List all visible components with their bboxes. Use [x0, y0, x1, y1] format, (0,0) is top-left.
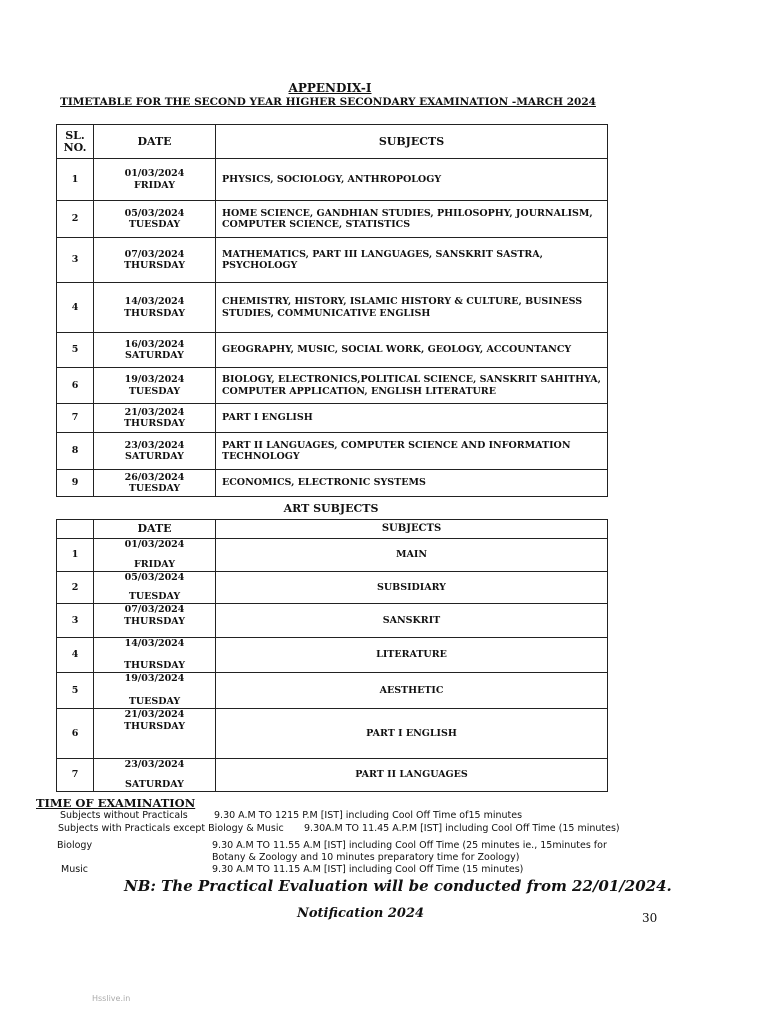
- table-row: [57, 539, 608, 572]
- row-sl-no: 5: [57, 673, 94, 709]
- row-day: SATURDAY: [125, 350, 184, 361]
- row-date: 14/03/2024: [124, 296, 185, 307]
- row-date: 07/03/2024: [124, 248, 185, 260]
- row-date: 16/03/2024: [124, 338, 185, 350]
- row-day: THURSDAY: [123, 307, 185, 319]
- row-sl-no: 6: [57, 709, 94, 759]
- row-date: 26/03/2024: [124, 471, 185, 483]
- art-timetable: [56, 519, 608, 792]
- row-day: TUESDAY: [128, 590, 181, 602]
- row-day: TUESDAY: [128, 385, 181, 397]
- time-of-examination-heading: TIME OF EXAMINATION: [36, 796, 196, 810]
- row-date-cell: [94, 470, 216, 497]
- biology-label: Biology: [57, 840, 93, 851]
- biology-time-line-2: Botany & Zoology and 10 minutes preparatory time for Zoology): [212, 852, 520, 863]
- row-sl-no: 5: [57, 333, 94, 368]
- row-subjects: PART II LANGUAGES: [216, 759, 608, 792]
- row-date-cell: [94, 673, 216, 709]
- row-subjects: PART I ENGLISH: [216, 404, 608, 433]
- row-sl-no: 4: [57, 638, 94, 673]
- row-date: 01/03/2024: [124, 168, 185, 179]
- row-date-cell: [94, 572, 216, 604]
- table-row: [57, 238, 608, 283]
- notification-label: Notification 2024: [297, 906, 425, 921]
- row-date: 14/03/2024: [124, 638, 185, 649]
- table-row: [57, 759, 608, 792]
- row-date-cell: [94, 283, 216, 333]
- row-day: THURSDAY: [123, 418, 185, 429]
- row-date: 07/03/2024: [124, 604, 185, 615]
- row-subjects: GEOGRAPHY, MUSIC, SOCIAL WORK, GEOLOGY, ACCOUNTANCY: [216, 333, 608, 368]
- table-row: [57, 433, 608, 470]
- row-sl-no: 7: [57, 759, 94, 792]
- row-date: 21/03/2024: [124, 406, 185, 418]
- page-number: 30: [642, 911, 658, 925]
- row-subjects: PART I ENGLISH: [216, 709, 608, 759]
- row-subjects: MAIN: [216, 539, 608, 572]
- row-date: 01/03/2024: [124, 539, 185, 550]
- row-date-cell: [94, 604, 216, 638]
- without-practicals-label: Subjects without Practicals: [60, 810, 188, 821]
- row-date-cell: [94, 709, 216, 759]
- music-label: Music: [61, 864, 89, 875]
- with-practicals-label: Subjects with Practicals except Biology & Music: [58, 823, 284, 834]
- row-date-cell: [94, 759, 216, 792]
- with-practicals-time: 9.30A.M TO 11.45 A.P.M [IST] including Cool Off Time (15 minutes): [304, 823, 620, 834]
- science-timetable: [56, 124, 608, 497]
- table-row: [57, 368, 608, 404]
- row-date-cell: [94, 201, 216, 238]
- footer-watermark: Hsslive.in: [92, 994, 131, 1003]
- header-sl: [57, 520, 94, 539]
- row-date: 19/03/2024: [124, 673, 185, 684]
- row-date-cell: [94, 433, 216, 470]
- row-date-cell: [94, 638, 216, 673]
- row-subjects: PHYSICS, SOCIOLOGY, ANTHROPOLOGY: [216, 159, 608, 201]
- row-subjects: ECONOMICS, ELECTRONIC SYSTEMS: [216, 470, 608, 497]
- row-sl-no: 1: [57, 539, 94, 572]
- header-date: DATE: [94, 125, 216, 159]
- table-row: [57, 283, 608, 333]
- art-subjects-heading: ART SUBJECTS: [283, 502, 379, 515]
- row-subjects: PART II LANGUAGES, COMPUTER SCIENCE AND INFORMATION TECHNOLOGY: [216, 433, 608, 470]
- row-date-cell: [94, 404, 216, 433]
- table-row: [57, 604, 608, 638]
- music-time: 9.30 A.M TO 11.15 A.M [IST] including Cool Off Time (15 minutes): [212, 864, 524, 875]
- page-title: TIMETABLE FOR THE SECOND YEAR HIGHER SECONDARY EXAMINATION -MARCH 2024: [60, 96, 596, 108]
- table-row: [57, 673, 608, 709]
- row-day: SATURDAY: [125, 451, 184, 462]
- table-row: [57, 159, 608, 201]
- row-day: TUESDAY: [128, 695, 181, 707]
- table-row: [57, 201, 608, 238]
- row-date-cell: [94, 159, 216, 201]
- row-subjects: CHEMISTRY, HISTORY, ISLAMIC HISTORY & CULTURE, BUSINESS STUDIES, COMMUNICATIVE ENGLISH: [216, 283, 608, 333]
- row-day: FRIDAY: [133, 558, 175, 570]
- row-subjects: MATHEMATICS, PART III LANGUAGES, SANSKRIT SASTRA, PSYCHOLOGY: [216, 238, 608, 283]
- row-day: THURSDAY: [123, 260, 185, 271]
- table-row: [57, 470, 608, 497]
- row-sl-no: 4: [57, 283, 94, 333]
- header-date: DATE: [94, 520, 216, 539]
- row-date: 23/03/2024: [124, 759, 185, 770]
- row-subjects: BIOLOGY, ELECTRONICS,POLITICAL SCIENCE, SANSKRIT SAHITHYA, COMPUTER APPLICATION, ENGLISH LITERATURE: [216, 368, 608, 404]
- biology-time-line-1: 9.30 A.M TO 11.55 A.M [IST] including Cool Off Time (25 minutes ie., 15minutes for: [212, 840, 607, 851]
- row-sl-no: 9: [57, 470, 94, 497]
- row-day: FRIDAY: [133, 179, 175, 191]
- row-sl-no: 3: [57, 238, 94, 283]
- row-date: 05/03/2024: [124, 572, 185, 583]
- header-subjects: SUBJECTS: [216, 125, 608, 159]
- without-practicals-time: 9.30 A.M TO 1215 P.M [IST] including Cool Off Time of15 minutes: [214, 810, 523, 821]
- row-subjects: HOME SCIENCE, GANDHIAN STUDIES, PHILOSOPHY, JOURNALISM, COMPUTER SCIENCE, STATISTICS: [216, 201, 608, 238]
- row-sl-no: 3: [57, 604, 94, 638]
- table-row: [57, 572, 608, 604]
- row-date: 05/03/2024: [124, 207, 185, 219]
- row-day: TUESDAY: [128, 483, 181, 494]
- row-date-cell: [94, 368, 216, 404]
- table-row: [57, 404, 608, 433]
- row-sl-no: 8: [57, 433, 94, 470]
- row-day: TUESDAY: [128, 219, 181, 230]
- table-row: [57, 709, 608, 759]
- row-subjects: LITERATURE: [216, 638, 608, 673]
- row-day: SATURDAY: [125, 778, 184, 790]
- row-sl-no: 6: [57, 368, 94, 404]
- row-subjects: SANSKRIT: [216, 604, 608, 638]
- row-day: THURSDAY: [123, 615, 185, 627]
- row-date-cell: [94, 333, 216, 368]
- table-row: [57, 333, 608, 368]
- row-day: THURSDAY: [123, 720, 185, 732]
- row-sl-no: 7: [57, 404, 94, 433]
- row-date: 21/03/2024: [124, 709, 185, 720]
- row-date: 23/03/2024: [124, 439, 185, 451]
- row-date-cell: [94, 238, 216, 283]
- row-sl-no: 1: [57, 159, 94, 201]
- row-subjects: SUBSIDIARY: [216, 572, 608, 604]
- row-day: THURSDAY: [123, 659, 185, 671]
- practical-evaluation-note: NB: The Practical Evaluation will be conducted from 22/01/2024.: [124, 877, 672, 895]
- table-row: [57, 638, 608, 673]
- header-subjects: SUBJECTS: [216, 520, 608, 539]
- header-sl-no: SL. NO.: [57, 125, 94, 159]
- row-sl-no: 2: [57, 201, 94, 238]
- row-date-cell: [94, 539, 216, 572]
- row-sl-no: 2: [57, 572, 94, 604]
- appendix-heading: APPENDIX-I: [288, 81, 372, 95]
- row-subjects: AESTHETIC: [216, 673, 608, 709]
- row-date: 19/03/2024: [124, 374, 185, 385]
